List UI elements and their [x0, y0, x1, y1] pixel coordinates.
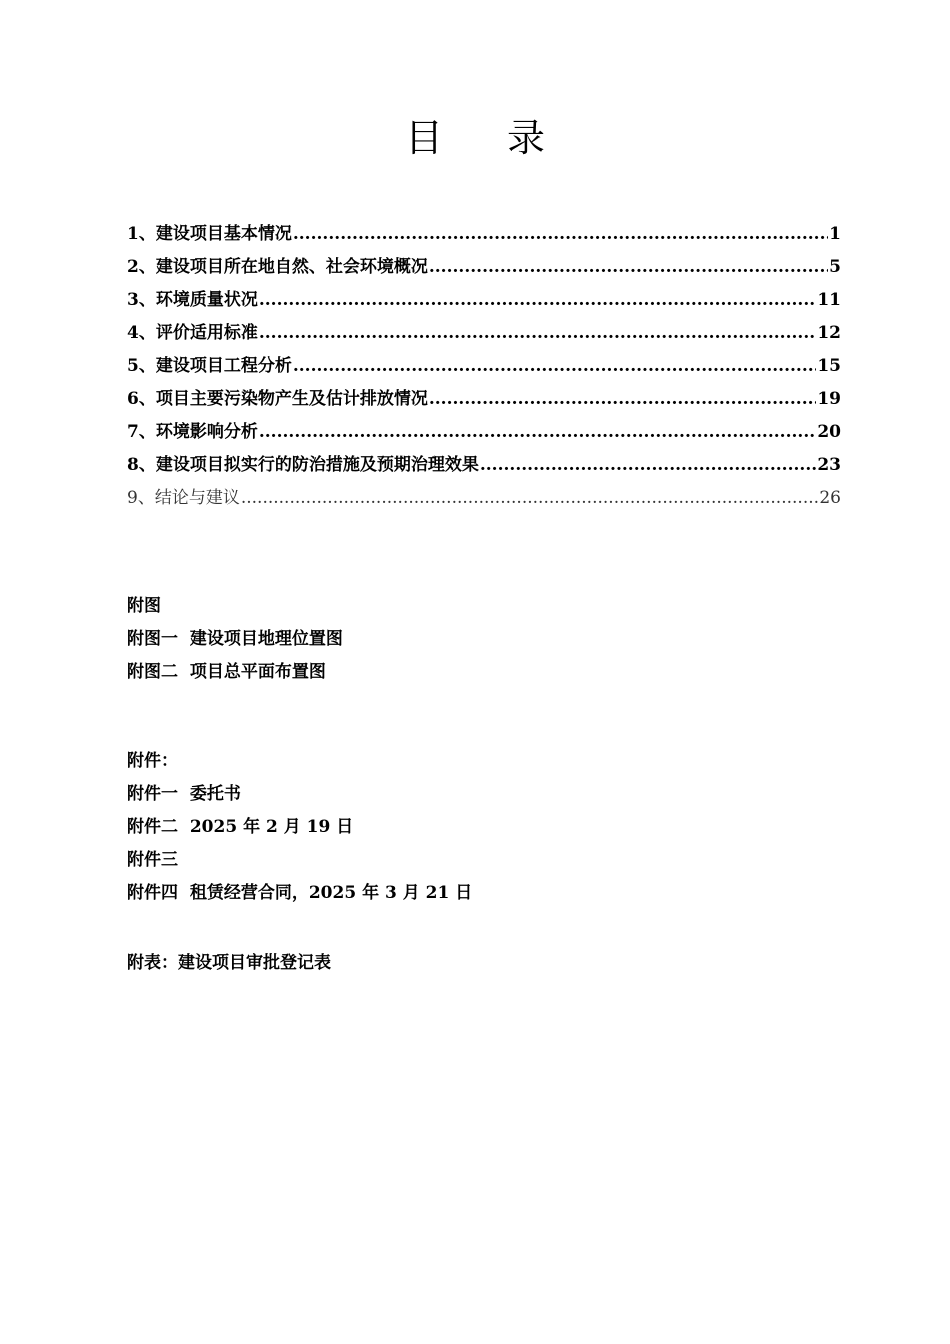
toc-page-number: 15 — [817, 356, 841, 376]
figures-section — [127, 590, 343, 689]
attachment-item-2: 附件二 2025 年 2 月 19 日 — [127, 817, 354, 837]
appendix-table-section — [127, 947, 331, 980]
toc-dot-leader — [429, 383, 817, 416]
toc-dot-leader — [259, 284, 816, 317]
toc-entry-label: 6、项目主要污染物产生及估计排放情况 — [127, 389, 428, 409]
toc-page-number: 23 — [817, 455, 841, 475]
attachments-section — [127, 745, 472, 910]
toc-page-number: 19 — [817, 389, 841, 409]
table-of-contents — [127, 218, 841, 515]
attachment-item-3: 附件三 — [127, 850, 178, 870]
toc-dot-leader — [259, 416, 816, 449]
toc-entry-7[interactable] — [127, 416, 841, 449]
toc-dot-leader — [293, 218, 828, 251]
toc-entry-2[interactable] — [127, 251, 841, 284]
toc-entry-label: 5、建设项目工程分析 — [127, 356, 292, 376]
toc-dot-leader — [429, 251, 828, 284]
toc-dot-leader — [259, 317, 816, 350]
toc-dot-leader — [480, 449, 817, 482]
toc-page-number: 12 — [817, 323, 841, 343]
toc-entry-label: 4、评价适用标准 — [127, 323, 258, 343]
toc-entry-4[interactable] — [127, 317, 841, 350]
toc-page-number: 26 — [819, 488, 841, 508]
toc-dot-leader — [293, 350, 816, 383]
toc-entry-label: 9、结论与建议 — [127, 488, 240, 508]
attachment-item-1: 附件一 委托书 — [127, 784, 241, 804]
toc-dot-leader — [241, 482, 819, 515]
toc-page-number: 11 — [817, 290, 841, 310]
toc-entry-9[interactable] — [127, 482, 841, 515]
toc-page-number: 20 — [817, 422, 841, 442]
attachments-heading: 附件： — [127, 751, 178, 771]
appendix-table-label: 附表：建设项目审批登记表 — [127, 953, 331, 973]
toc-page-number: 5 — [829, 257, 841, 277]
toc-entry-label: 8、建设项目拟实行的防治措施及预期治理效果 — [127, 455, 479, 475]
attachment-item-4: 附件四 租赁经营合同，2025 年 3 月 21 日 — [127, 883, 473, 903]
toc-entry-8[interactable] — [127, 449, 841, 482]
toc-page-number: 1 — [829, 224, 841, 244]
page-title: 目 录 — [404, 116, 572, 160]
toc-entry-label: 3、环境质量状况 — [127, 290, 258, 310]
toc-entry-6[interactable] — [127, 383, 841, 416]
toc-entry-label: 1、建设项目基本情况 — [127, 224, 292, 244]
figures-heading: 附图 — [127, 596, 161, 616]
toc-entry-1[interactable] — [127, 218, 841, 251]
figure-item-1: 附图一 建设项目地理位置图 — [127, 629, 343, 649]
toc-entry-5[interactable] — [127, 350, 841, 383]
toc-entry-3[interactable] — [127, 284, 841, 317]
toc-entry-label: 7、环境影响分析 — [127, 422, 258, 442]
figure-item-2: 附图二 项目总平面布置图 — [127, 662, 326, 682]
toc-entry-label: 2、建设项目所在地自然、社会环境概况 — [127, 257, 428, 277]
